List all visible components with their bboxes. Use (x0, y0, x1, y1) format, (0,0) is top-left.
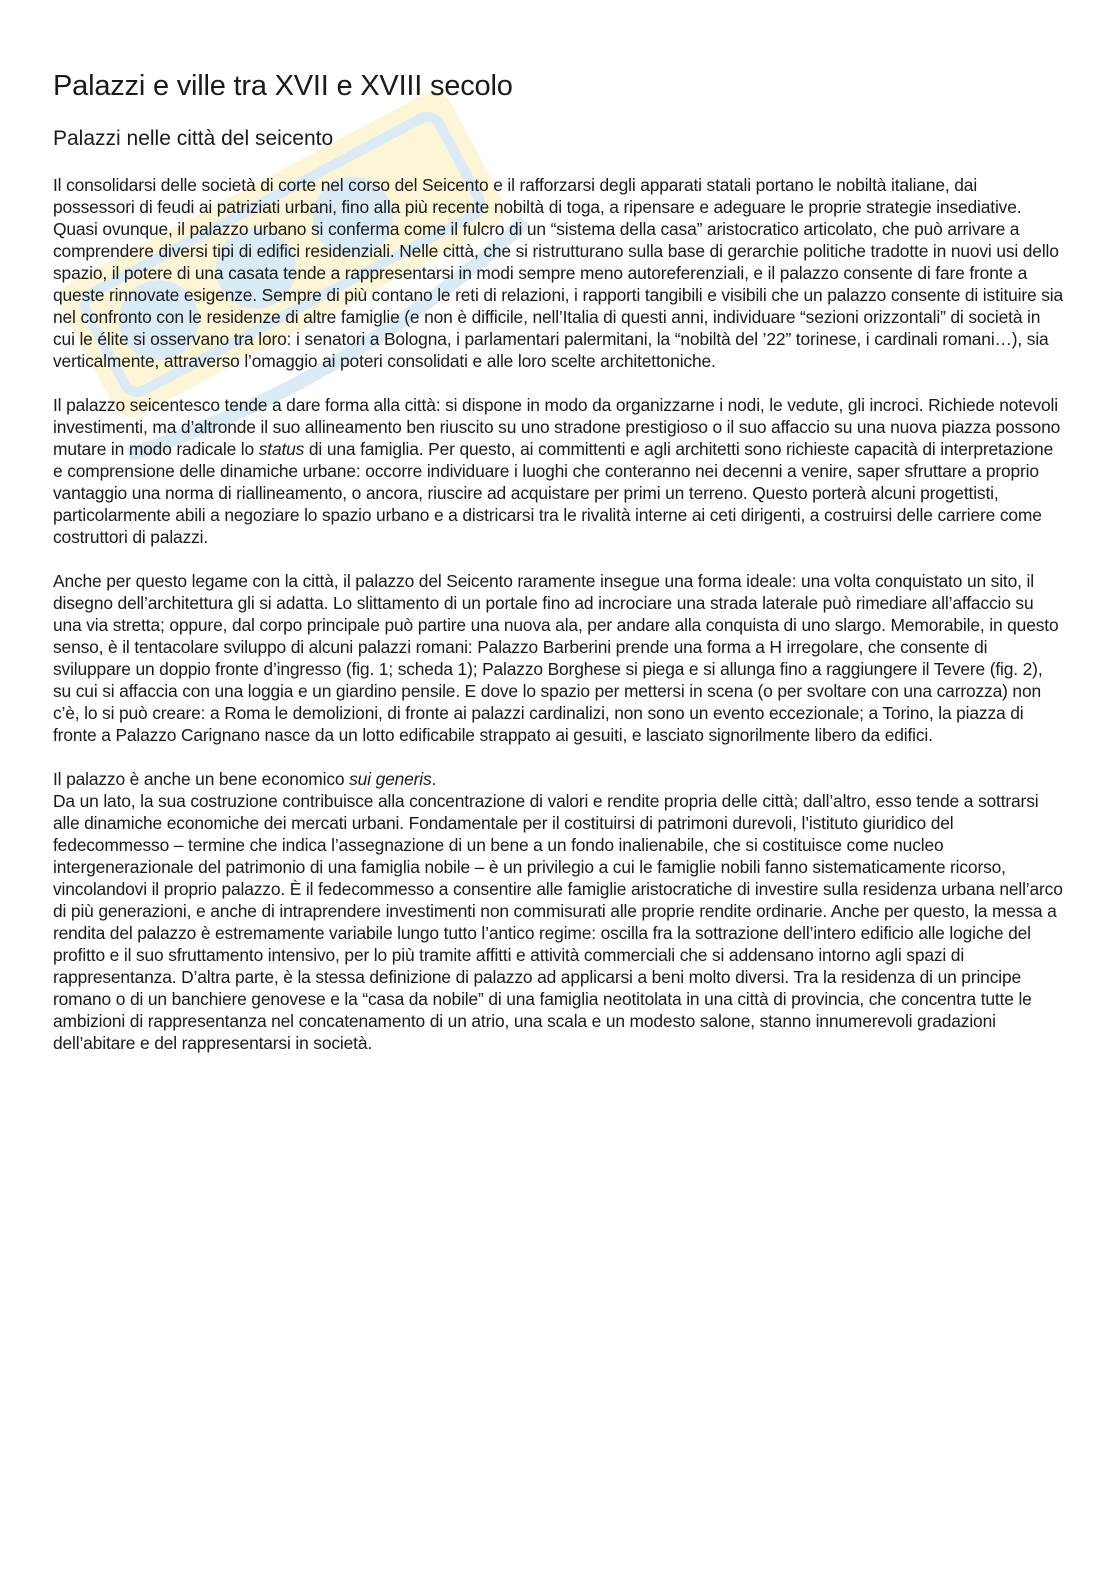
paragraph-5: Da un lato, la sua costruzione contribuisce alla concentrazione di valori e rendite propria delle città; dall’altro, esso tende a sottrarsi alle dinamiche economiche dei mercati urbani. Fondamentale per il costituirsi di patrimoni durevoli, l’istituto giuridico del fedecommesso – termine che indica l’assegnazione di un bene a un fondo inalienabile, che si costituisce come nucleo intergenerazionale del patrimonio di una famiglia nobile – è un privilegio a cui le famiglie nobili fanno sistematicamente ricorso, vincolandovi il proprio palazzo. È il fedecommesso a consentire alle famiglie aristocratiche di investire sulla residenza urbana nell’arco di più generazioni, e anche di intraprendere investimenti non commisurati alle proprie rendite ordinarie. Anche per questo, la messa a rendita del palazzo è estremamente variabile lungo tutto l’antico regime: oscilla fra la sottrazione dell’intero edificio alle logiche del profitto e il suo sfruttamento intensivo, per lo più tramite affitti e attività commerciali che si addensano intorno agli spazi di rappresentanza. D’altra parte, è la stessa definizione di palazzo ad applicarsi a beni molto diversi. Tra la residenza di un principe romano o di un banchiere genovese e la “casa da nobile” di una famiglia neotitolata in una città di provincia, che concentra tutte le ambizioni di rappresentanza nel concatenamento di un atrio, una scala e un modesto salone, stanno innumerevoli gradazioni dell’abitare e del rappresentarsi in società. (53, 791, 1063, 1053)
document-page (53, 68, 1063, 1076)
section-subtitle: Palazzi nelle città del seicento (53, 127, 334, 150)
paragraph-4-text-a: Il palazzo è anche un bene economico (53, 769, 350, 789)
paragraph-2 (53, 394, 1063, 548)
paragraph-4-text-b: . (431, 769, 437, 789)
paragraph-4 (53, 768, 1063, 790)
paragraph-2-text-b: di una famiglia. Per questo, ai committenti e agli architetti sono richieste capacità di interpretazione e comprensione delle dinamiche urbane: occorre individuare i luoghi che conteranno nei decenni a venire, saper sfruttare a proprio vantaggio una norma di riallineamento, o ancora, riuscire ad acquistare per primi un terreno. Questo porterà alcuni progettisti, particolarmente abili a negoziare lo spazio urbano e a districarsi tra le rivalità interne ai ceti dirigenti, a costruirsi delle carriere come costruttori di palazzi. (53, 439, 1054, 547)
paragraph-1: Il consolidarsi delle società di corte nel corso del Seicento e il rafforzarsi degli apparati statali portano le nobiltà italiane, dai possessori di feudi ai patriziati urbani, fino alla più recente nobiltà di toga, a ripensare e adeguare le proprie strategie insediative. Quasi ovunque, il palazzo urbano si conferma come il fulcro di un “sistema della casa” aristocratico articolato, che può arrivare a comprendere diversi tipi di edifici residenziali. Nelle città, che si ristrutturano sulla base di gerarchie politiche tradotte in nuovi usi dello spazio, il potere di una casata tende a rappresentarsi in modi sempre meno autoreferenziali, e il palazzo consente di fare fronte a queste rinnovate esigenze. Sempre di più contano le reti di relazioni, i rapporti tangibili e visibili che un palazzo consente di istituire sia nel confronto con le residenze di altre famiglie (e non è difficile, nell’Italia di questi anni, individuare “sezioni orizzontali” di società in cui le élite si osservano tra loro: i senatori a Bologna, i parlamentari palermitani, la “nobiltà del ’22” torinese, i cardinali romani…), sia verticalmente, attraverso l’omaggio ai poteri consolidati e alle loro scelte architettoniche. (53, 175, 1064, 371)
paragraph-4-italic: sui generis (349, 769, 432, 789)
paragraph-2-italic: status (258, 439, 305, 459)
page-title: Palazzi e ville tra XVII e XVIII secolo (53, 70, 513, 102)
paragraph-2-text-a: Il palazzo seicentesco tende a dare forma alla città: si dispone in modo da organizzarne i nodi, le vedute, gli incroci. Richiede notevoli investimenti, ma d’altronde il suo allineamento ben riuscito su uno stradone prestigioso o il suo affaccio su una nuova piazza possono mutare in modo radicale lo (53, 395, 1061, 459)
paragraph-3: Anche per questo legame con la città, il palazzo del Seicento raramente insegue una forma ideale: una volta conquistato un sito, il disegno dell’architettura gli si adatta. Lo slittamento di un portale fino ad incrociare una strada laterale può rimediare all’affaccio su una via stretta; oppure, dal corpo principale può partire una nuova ala, per andare alla conquista di uno slargo. Memorabile, in questo senso, è il tentacolare sviluppo di alcuni palazzi romani: Palazzo Barberini prende una forma a H irregolare, che consente di sviluppare un doppio fronte d’ingresso (fig. 1; scheda 1); Palazzo Borghese si piega e si allunga fino a raggiungere il Tevere (fig. 2), su cui si affaccia con una loggia e un giardino pensile. E dove lo spazio per mettersi in scena (o per svoltare con una carrozza) non c’è, lo si può creare: a Roma le demolizioni, di fronte ai palazzi cardinalizi, non sono un evento eccezionale; a Torino, la piazza di fronte a Palazzo Carignano nasce da un lotto edificabile strappato ai gesuiti, e lasciato signorilmente libero da edifici. (53, 571, 1059, 745)
